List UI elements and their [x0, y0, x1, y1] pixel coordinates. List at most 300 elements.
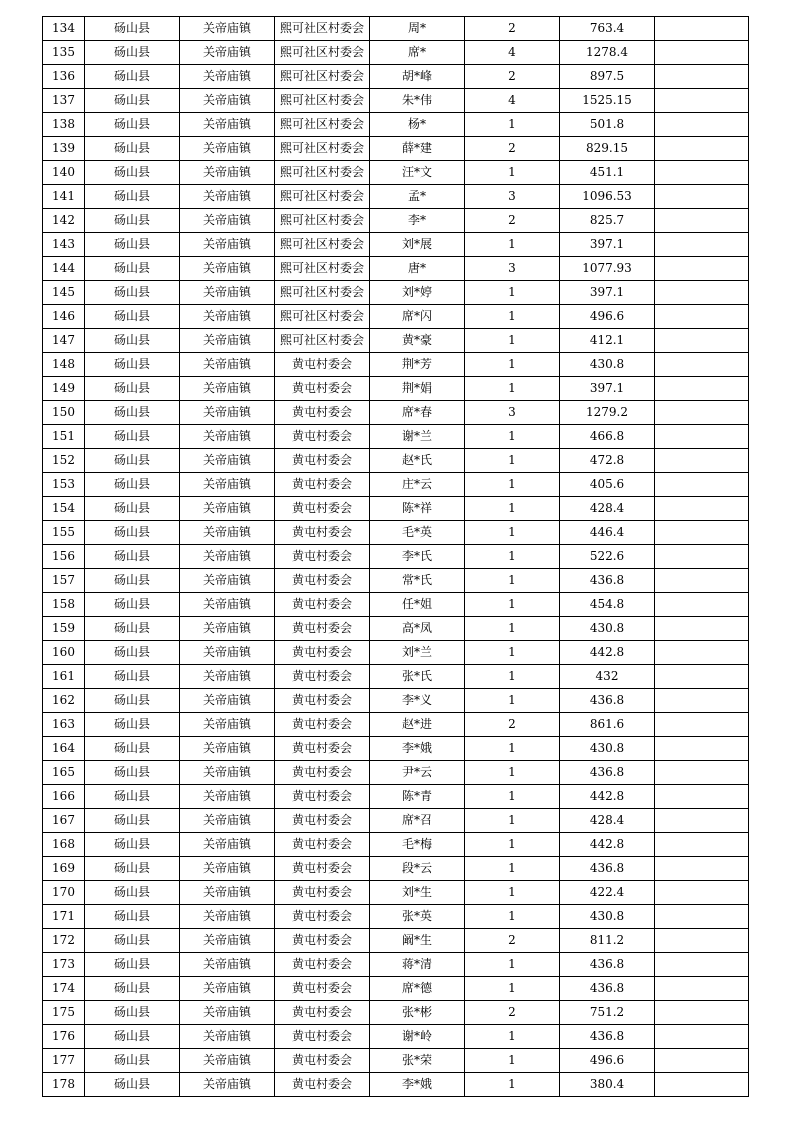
row-number-cell: 178 — [43, 1073, 85, 1097]
table-row — [43, 521, 749, 545]
row-number-cell: 167 — [43, 809, 85, 833]
table-row — [43, 713, 749, 737]
village-committee-cell: 黄屯村委会 — [275, 857, 370, 881]
remark-cell — [655, 233, 749, 257]
county-cell: 砀山县 — [85, 761, 180, 785]
amount-cell: 897.5 — [560, 65, 655, 89]
table-row — [43, 113, 749, 137]
name-cell: 毛*英 — [370, 521, 465, 545]
town-cell: 关帝庙镇 — [180, 449, 275, 473]
remark-cell — [655, 401, 749, 425]
household-size-cell: 1 — [465, 113, 560, 137]
county-cell: 砀山县 — [85, 161, 180, 185]
county-cell: 砀山县 — [85, 41, 180, 65]
table-row — [43, 569, 749, 593]
amount-cell: 442.8 — [560, 641, 655, 665]
remark-cell — [655, 1049, 749, 1073]
county-cell: 砀山县 — [85, 1073, 180, 1097]
town-cell: 关帝庙镇 — [180, 1073, 275, 1097]
remark-cell — [655, 713, 749, 737]
table-row — [43, 425, 749, 449]
village-committee-cell: 熙可社区村委会 — [275, 305, 370, 329]
household-size-cell: 1 — [465, 905, 560, 929]
table-row — [43, 305, 749, 329]
village-committee-cell: 黄屯村委会 — [275, 665, 370, 689]
amount-cell: 1096.53 — [560, 185, 655, 209]
table-row — [43, 233, 749, 257]
town-cell: 关帝庙镇 — [180, 137, 275, 161]
amount-cell: 436.8 — [560, 857, 655, 881]
name-cell: 张*彬 — [370, 1001, 465, 1025]
name-cell: 荆*芳 — [370, 353, 465, 377]
household-size-cell: 1 — [465, 809, 560, 833]
town-cell: 关帝庙镇 — [180, 377, 275, 401]
row-number-cell: 165 — [43, 761, 85, 785]
remark-cell — [655, 905, 749, 929]
remark-cell — [655, 833, 749, 857]
town-cell: 关帝庙镇 — [180, 329, 275, 353]
remark-cell — [655, 881, 749, 905]
amount-cell: 432 — [560, 665, 655, 689]
amount-cell: 430.8 — [560, 737, 655, 761]
name-cell: 薛*建 — [370, 137, 465, 161]
amount-cell: 1278.4 — [560, 41, 655, 65]
town-cell: 关帝庙镇 — [180, 1049, 275, 1073]
remark-cell — [655, 209, 749, 233]
village-committee-cell: 黄屯村委会 — [275, 833, 370, 857]
table-row — [43, 953, 749, 977]
county-cell: 砀山县 — [85, 809, 180, 833]
household-size-cell: 1 — [465, 641, 560, 665]
name-cell: 庄*云 — [370, 473, 465, 497]
village-committee-cell: 黄屯村委会 — [275, 425, 370, 449]
row-number-cell: 146 — [43, 305, 85, 329]
remark-cell — [655, 473, 749, 497]
table-row — [43, 689, 749, 713]
table-body — [43, 17, 749, 1097]
remark-cell — [655, 689, 749, 713]
county-cell: 砀山县 — [85, 377, 180, 401]
table-row — [43, 41, 749, 65]
name-cell: 汪*文 — [370, 161, 465, 185]
row-number-cell: 172 — [43, 929, 85, 953]
name-cell: 李*娥 — [370, 737, 465, 761]
amount-cell: 380.4 — [560, 1073, 655, 1097]
village-committee-cell: 黄屯村委会 — [275, 953, 370, 977]
amount-cell: 472.8 — [560, 449, 655, 473]
county-cell: 砀山县 — [85, 353, 180, 377]
household-size-cell: 3 — [465, 185, 560, 209]
remark-cell — [655, 281, 749, 305]
town-cell: 关帝庙镇 — [180, 65, 275, 89]
name-cell: 李*义 — [370, 689, 465, 713]
town-cell: 关帝庙镇 — [180, 545, 275, 569]
amount-cell: 496.6 — [560, 1049, 655, 1073]
household-size-cell: 2 — [465, 137, 560, 161]
county-cell: 砀山县 — [85, 65, 180, 89]
row-number-cell: 149 — [43, 377, 85, 401]
household-size-cell: 1 — [465, 1025, 560, 1049]
table-row — [43, 377, 749, 401]
table-row — [43, 857, 749, 881]
county-cell: 砀山县 — [85, 1049, 180, 1073]
remark-cell — [655, 1073, 749, 1097]
name-cell: 段*云 — [370, 857, 465, 881]
subsidy-table — [42, 16, 749, 1097]
table-row — [43, 161, 749, 185]
county-cell: 砀山县 — [85, 929, 180, 953]
town-cell: 关帝庙镇 — [180, 401, 275, 425]
county-cell: 砀山县 — [85, 977, 180, 1001]
household-size-cell: 1 — [465, 977, 560, 1001]
row-number-cell: 154 — [43, 497, 85, 521]
row-number-cell: 137 — [43, 89, 85, 113]
village-committee-cell: 熙可社区村委会 — [275, 113, 370, 137]
county-cell: 砀山县 — [85, 425, 180, 449]
household-size-cell: 1 — [465, 881, 560, 905]
row-number-cell: 143 — [43, 233, 85, 257]
village-committee-cell: 黄屯村委会 — [275, 689, 370, 713]
row-number-cell: 175 — [43, 1001, 85, 1025]
village-committee-cell: 熙可社区村委会 — [275, 209, 370, 233]
household-size-cell: 1 — [465, 497, 560, 521]
remark-cell — [655, 521, 749, 545]
row-number-cell: 152 — [43, 449, 85, 473]
remark-cell — [655, 65, 749, 89]
remark-cell — [655, 329, 749, 353]
household-size-cell: 1 — [465, 689, 560, 713]
table-row — [43, 833, 749, 857]
name-cell: 谢*岭 — [370, 1025, 465, 1049]
remark-cell — [655, 785, 749, 809]
amount-cell: 442.8 — [560, 833, 655, 857]
name-cell: 赵*进 — [370, 713, 465, 737]
household-size-cell: 1 — [465, 737, 560, 761]
household-size-cell: 1 — [465, 329, 560, 353]
table-row — [43, 65, 749, 89]
remark-cell — [655, 617, 749, 641]
county-cell: 砀山县 — [85, 545, 180, 569]
county-cell: 砀山县 — [85, 1025, 180, 1049]
table-row — [43, 17, 749, 41]
amount-cell: 466.8 — [560, 425, 655, 449]
table-row — [43, 929, 749, 953]
row-number-cell: 151 — [43, 425, 85, 449]
name-cell: 刘*婷 — [370, 281, 465, 305]
name-cell: 蒋*清 — [370, 953, 465, 977]
county-cell: 砀山县 — [85, 689, 180, 713]
name-cell: 常*氏 — [370, 569, 465, 593]
name-cell: 刘*展 — [370, 233, 465, 257]
village-committee-cell: 黄屯村委会 — [275, 521, 370, 545]
county-cell: 砀山县 — [85, 593, 180, 617]
household-size-cell: 1 — [465, 545, 560, 569]
remark-cell — [655, 929, 749, 953]
row-number-cell: 163 — [43, 713, 85, 737]
household-size-cell: 4 — [465, 41, 560, 65]
name-cell: 孟* — [370, 185, 465, 209]
name-cell: 毛*梅 — [370, 833, 465, 857]
town-cell: 关帝庙镇 — [180, 497, 275, 521]
row-number-cell: 173 — [43, 953, 85, 977]
village-committee-cell: 黄屯村委会 — [275, 1025, 370, 1049]
county-cell: 砀山县 — [85, 569, 180, 593]
amount-cell: 442.8 — [560, 785, 655, 809]
table-row — [43, 1049, 749, 1073]
row-number-cell: 153 — [43, 473, 85, 497]
village-committee-cell: 熙可社区村委会 — [275, 281, 370, 305]
remark-cell — [655, 737, 749, 761]
village-committee-cell: 熙可社区村委会 — [275, 17, 370, 41]
county-cell: 砀山县 — [85, 713, 180, 737]
town-cell: 关帝庙镇 — [180, 713, 275, 737]
amount-cell: 430.8 — [560, 353, 655, 377]
county-cell: 砀山县 — [85, 473, 180, 497]
town-cell: 关帝庙镇 — [180, 89, 275, 113]
row-number-cell: 157 — [43, 569, 85, 593]
name-cell: 杨* — [370, 113, 465, 137]
village-committee-cell: 黄屯村委会 — [275, 545, 370, 569]
name-cell: 席*召 — [370, 809, 465, 833]
row-number-cell: 150 — [43, 401, 85, 425]
amount-cell: 454.8 — [560, 593, 655, 617]
name-cell: 黄*豪 — [370, 329, 465, 353]
amount-cell: 430.8 — [560, 617, 655, 641]
county-cell: 砀山县 — [85, 497, 180, 521]
amount-cell: 496.6 — [560, 305, 655, 329]
amount-cell: 861.6 — [560, 713, 655, 737]
town-cell: 关帝庙镇 — [180, 929, 275, 953]
row-number-cell: 148 — [43, 353, 85, 377]
remark-cell — [655, 89, 749, 113]
remark-cell — [655, 1001, 749, 1025]
county-cell: 砀山县 — [85, 17, 180, 41]
table-row — [43, 473, 749, 497]
row-number-cell: 164 — [43, 737, 85, 761]
town-cell: 关帝庙镇 — [180, 881, 275, 905]
table-row — [43, 209, 749, 233]
remark-cell — [655, 41, 749, 65]
name-cell: 陈*祥 — [370, 497, 465, 521]
name-cell: 朱*伟 — [370, 89, 465, 113]
table-row — [43, 881, 749, 905]
name-cell: 尹*云 — [370, 761, 465, 785]
county-cell: 砀山县 — [85, 1001, 180, 1025]
row-number-cell: 166 — [43, 785, 85, 809]
village-committee-cell: 黄屯村委会 — [275, 617, 370, 641]
row-number-cell: 156 — [43, 545, 85, 569]
name-cell: 席*闪 — [370, 305, 465, 329]
remark-cell — [655, 977, 749, 1001]
row-number-cell: 171 — [43, 905, 85, 929]
county-cell: 砀山县 — [85, 449, 180, 473]
household-size-cell: 1 — [465, 233, 560, 257]
village-committee-cell: 熙可社区村委会 — [275, 161, 370, 185]
table-row — [43, 401, 749, 425]
table-row — [43, 809, 749, 833]
county-cell: 砀山县 — [85, 233, 180, 257]
table-row — [43, 1073, 749, 1097]
remark-cell — [655, 953, 749, 977]
town-cell: 关帝庙镇 — [180, 185, 275, 209]
row-number-cell: 142 — [43, 209, 85, 233]
village-committee-cell: 黄屯村委会 — [275, 449, 370, 473]
table-row — [43, 593, 749, 617]
table-row — [43, 1001, 749, 1025]
county-cell: 砀山县 — [85, 209, 180, 233]
village-committee-cell: 熙可社区村委会 — [275, 233, 370, 257]
table-row — [43, 977, 749, 1001]
town-cell: 关帝庙镇 — [180, 233, 275, 257]
town-cell: 关帝庙镇 — [180, 113, 275, 137]
name-cell: 胡*峰 — [370, 65, 465, 89]
town-cell: 关帝庙镇 — [180, 689, 275, 713]
village-committee-cell: 熙可社区村委会 — [275, 65, 370, 89]
county-cell: 砀山县 — [85, 89, 180, 113]
town-cell: 关帝庙镇 — [180, 593, 275, 617]
town-cell: 关帝庙镇 — [180, 521, 275, 545]
village-committee-cell: 黄屯村委会 — [275, 497, 370, 521]
household-size-cell: 1 — [465, 353, 560, 377]
village-committee-cell: 黄屯村委会 — [275, 1073, 370, 1097]
row-number-cell: 177 — [43, 1049, 85, 1073]
household-size-cell: 2 — [465, 65, 560, 89]
remark-cell — [655, 17, 749, 41]
household-size-cell: 1 — [465, 377, 560, 401]
household-size-cell: 1 — [465, 617, 560, 641]
village-committee-cell: 黄屯村委会 — [275, 713, 370, 737]
amount-cell: 428.4 — [560, 497, 655, 521]
village-committee-cell: 黄屯村委会 — [275, 1001, 370, 1025]
row-number-cell: 168 — [43, 833, 85, 857]
amount-cell: 829.15 — [560, 137, 655, 161]
county-cell: 砀山县 — [85, 737, 180, 761]
remark-cell — [655, 593, 749, 617]
name-cell: 谢*兰 — [370, 425, 465, 449]
household-size-cell: 1 — [465, 1049, 560, 1073]
household-size-cell: 2 — [465, 713, 560, 737]
name-cell: 唐* — [370, 257, 465, 281]
county-cell: 砀山县 — [85, 257, 180, 281]
village-committee-cell: 黄屯村委会 — [275, 977, 370, 1001]
town-cell: 关帝庙镇 — [180, 473, 275, 497]
remark-cell — [655, 449, 749, 473]
amount-cell: 436.8 — [560, 953, 655, 977]
amount-cell: 1077.93 — [560, 257, 655, 281]
town-cell: 关帝庙镇 — [180, 905, 275, 929]
name-cell: 高*凤 — [370, 617, 465, 641]
household-size-cell: 2 — [465, 929, 560, 953]
name-cell: 陈*青 — [370, 785, 465, 809]
name-cell: 荆*娟 — [370, 377, 465, 401]
row-number-cell: 161 — [43, 665, 85, 689]
village-committee-cell: 熙可社区村委会 — [275, 185, 370, 209]
household-size-cell: 1 — [465, 161, 560, 185]
remark-cell — [655, 377, 749, 401]
village-committee-cell: 熙可社区村委会 — [275, 41, 370, 65]
county-cell: 砀山县 — [85, 113, 180, 137]
row-number-cell: 162 — [43, 689, 85, 713]
household-size-cell: 1 — [465, 305, 560, 329]
town-cell: 关帝庙镇 — [180, 833, 275, 857]
table-row — [43, 785, 749, 809]
table-row — [43, 1025, 749, 1049]
household-size-cell: 1 — [465, 569, 560, 593]
remark-cell — [655, 569, 749, 593]
household-size-cell: 1 — [465, 473, 560, 497]
amount-cell: 811.2 — [560, 929, 655, 953]
remark-cell — [655, 665, 749, 689]
table-row — [43, 617, 749, 641]
amount-cell: 436.8 — [560, 569, 655, 593]
amount-cell: 436.8 — [560, 1025, 655, 1049]
amount-cell: 446.4 — [560, 521, 655, 545]
amount-cell: 436.8 — [560, 761, 655, 785]
name-cell: 周* — [370, 17, 465, 41]
remark-cell — [655, 545, 749, 569]
town-cell: 关帝庙镇 — [180, 569, 275, 593]
town-cell: 关帝庙镇 — [180, 857, 275, 881]
household-size-cell: 3 — [465, 401, 560, 425]
amount-cell: 397.1 — [560, 233, 655, 257]
county-cell: 砀山县 — [85, 137, 180, 161]
row-number-cell: 144 — [43, 257, 85, 281]
remark-cell — [655, 425, 749, 449]
village-committee-cell: 黄屯村委会 — [275, 809, 370, 833]
village-committee-cell: 黄屯村委会 — [275, 401, 370, 425]
amount-cell: 751.2 — [560, 1001, 655, 1025]
county-cell: 砀山县 — [85, 329, 180, 353]
household-size-cell: 1 — [465, 449, 560, 473]
name-cell: 席*春 — [370, 401, 465, 425]
remark-cell — [655, 305, 749, 329]
county-cell: 砀山县 — [85, 953, 180, 977]
town-cell: 关帝庙镇 — [180, 953, 275, 977]
household-size-cell: 1 — [465, 761, 560, 785]
amount-cell: 430.8 — [560, 905, 655, 929]
remark-cell — [655, 497, 749, 521]
town-cell: 关帝庙镇 — [180, 161, 275, 185]
remark-cell — [655, 857, 749, 881]
table-row — [43, 329, 749, 353]
amount-cell: 436.8 — [560, 689, 655, 713]
amount-cell: 1525.15 — [560, 89, 655, 113]
village-committee-cell: 熙可社区村委会 — [275, 329, 370, 353]
row-number-cell: 170 — [43, 881, 85, 905]
name-cell: 阚*生 — [370, 929, 465, 953]
row-number-cell: 169 — [43, 857, 85, 881]
village-committee-cell: 黄屯村委会 — [275, 353, 370, 377]
table-row — [43, 905, 749, 929]
town-cell: 关帝庙镇 — [180, 761, 275, 785]
town-cell: 关帝庙镇 — [180, 41, 275, 65]
county-cell: 砀山县 — [85, 281, 180, 305]
household-size-cell: 2 — [465, 17, 560, 41]
row-number-cell: 135 — [43, 41, 85, 65]
village-committee-cell: 熙可社区村委会 — [275, 137, 370, 161]
village-committee-cell: 熙可社区村委会 — [275, 257, 370, 281]
row-number-cell: 145 — [43, 281, 85, 305]
county-cell: 砀山县 — [85, 401, 180, 425]
town-cell: 关帝庙镇 — [180, 281, 275, 305]
amount-cell: 397.1 — [560, 281, 655, 305]
household-size-cell: 1 — [465, 785, 560, 809]
row-number-cell: 159 — [43, 617, 85, 641]
table-row — [43, 185, 749, 209]
row-number-cell: 134 — [43, 17, 85, 41]
name-cell: 刘*兰 — [370, 641, 465, 665]
name-cell: 张*氏 — [370, 665, 465, 689]
